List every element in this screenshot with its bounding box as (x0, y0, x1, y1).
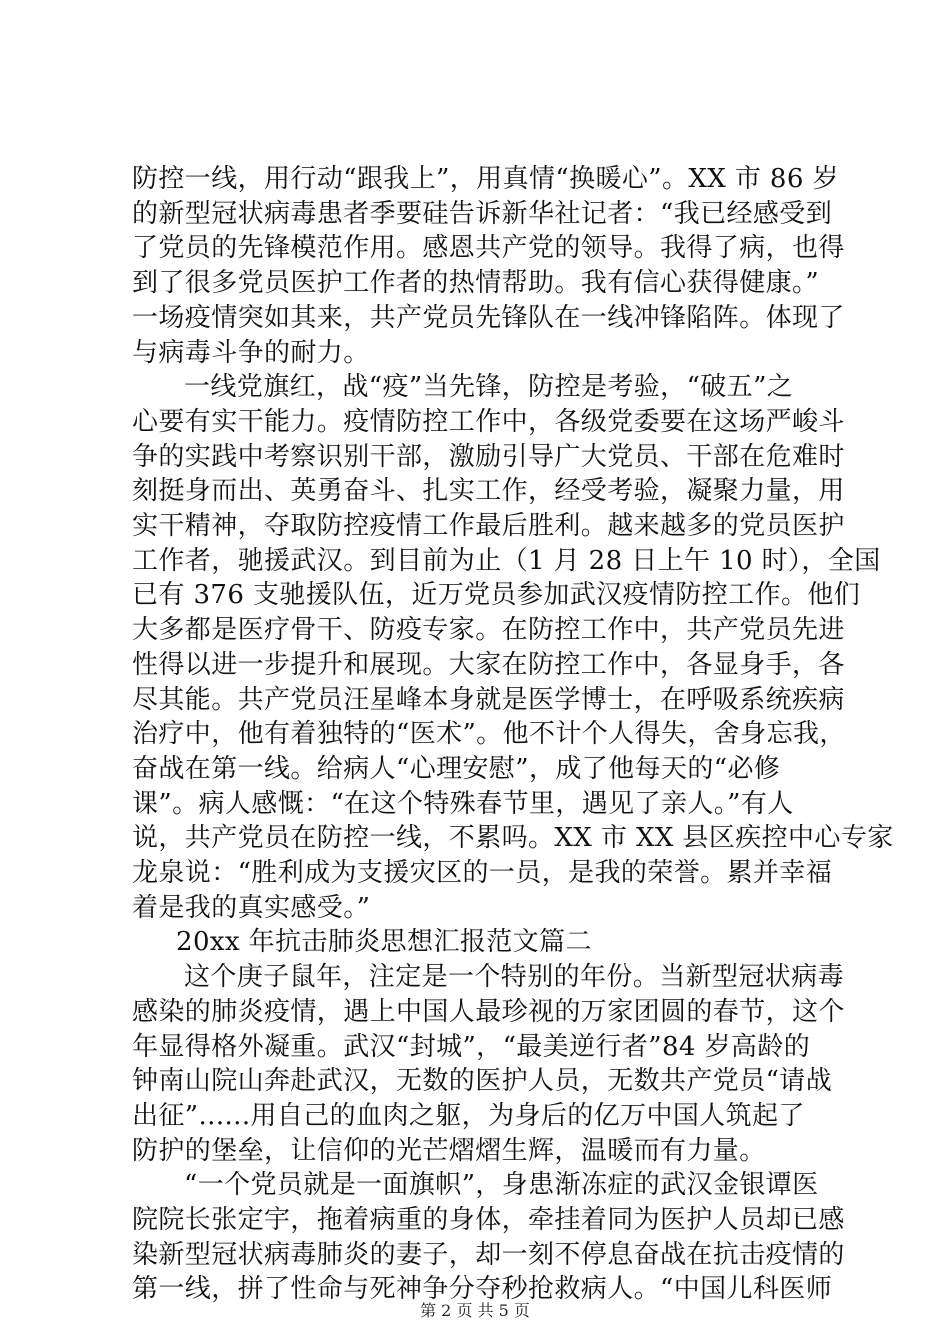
text-line: 防护的堡垒，让信仰的光芒熠熠生辉，温暖而有力量。 (132, 1136, 766, 1166)
paragraph-start-line: “一个党员就是一面旗帜”，身患渐冻症的武汉金银谭医 (184, 1170, 819, 1200)
text-line: 说，共产党员在防控一线，不累吗。XX 市 XX 县区疾控中心专家 (132, 823, 894, 853)
text-line: 着是我的真实感受。” (132, 893, 371, 923)
text-line: 年显得格外凝重。武汉“封城”，“最美逆行者”84 岁高龄的 (132, 1032, 811, 1062)
text-line: 奋战在第一线。给病人“心理安慰”，成了他每天的“必修 (132, 754, 781, 784)
paragraph-start-line: 一线党旗红，战“疫”当先锋，防控是考验，“破五”之 (184, 372, 794, 402)
text-line: 院院长张定宇，拖着病重的身体，牵挂着同为医护人员却已感 (132, 1205, 845, 1235)
text-line: 感染的肺炎疫情，遇上中国人最珍视的万家团圆的春节，这个 (132, 997, 845, 1027)
text-line: 性得以进一步提升和展现。大家在防控工作中，各显身手，各 (132, 650, 845, 680)
text-line: 钟南山院山奔赴武汉，无数的医护人员，无数共产党员“请战 (132, 1066, 833, 1096)
text-line: 心要有实干能力。疫情防控工作中，各级党委要在这场严峻斗 (132, 407, 845, 437)
text-line: 防控一线，用行动“跟我上”，用真情“换暖心”。XX 市 86 岁 (132, 164, 839, 194)
text-line: 课”。病人感慨：“在这个特殊春节里，遇见了亲人。”有人 (132, 789, 794, 819)
text-line: 龙泉说：“胜利成为支援灾区的一员，是我的荣誉。累并幸福 (132, 858, 833, 888)
paragraph-start-line: 这个庚子鼠年，注定是一个特别的年份。当新型冠状病毒 (184, 962, 845, 992)
section-heading: 20xx 年抗击肺炎思想汇报范文篇二 (176, 927, 592, 957)
text-line: 了党员的先锋模范作用。感恩共产党的领导。我得了病，也得 (132, 233, 845, 263)
text-line: 染新型冠状病毒肺炎的妻子，却一刻不停息奋战在抗击疫情的 (132, 1240, 845, 1270)
text-line: 大多都是医疗骨干、防疫专家。在防控工作中，共产党员先进 (132, 615, 845, 645)
text-line: 工作者，驰援武汉。到目前为止（1 月 28 日上午 10 时），全国 (132, 546, 881, 576)
text-line: 出征”......用自己的血肉之躯，为身后的亿万中国人筑起了 (132, 1101, 805, 1131)
text-line: 刻挺身而出、英勇奋斗、扎实工作，经受考验，凝聚力量，用 (132, 476, 845, 506)
text-line: 实干精神，夺取防控疫情工作最后胜利。越来越多的党员医护 (132, 511, 845, 541)
text-line: 的新型冠状病毒患者季要硅告诉新华社记者：“我已经感受到 (132, 199, 833, 229)
text-line: 与病毒斗争的耐力。 (132, 338, 370, 368)
text-line: 到了很多党员医护工作者的热情帮助。我有信心获得健康。” (132, 268, 820, 298)
text-line: 争的实践中考察识别干部，激励引导广大党员、干部在危难时 (132, 442, 845, 472)
text-line: 尽其能。共产党员汪星峰本身就是医学博士，在呼吸系统疾病 (132, 685, 845, 715)
text-line: 已有 376 支驰援队伍，近万党员参加武汉疫情防控工作。他们 (132, 580, 861, 610)
text-line: 治疗中，他有着独特的“医术”。他不计个人得失，舍身忘我， (132, 719, 846, 749)
text-line: 一场疫情突如其来，共产党员先锋队在一线冲锋陷阵。体现了 (132, 303, 845, 333)
page-number-footer: 第 2 页 共 5 页 (420, 1301, 530, 1320)
text-line: 第一线，拼了性命与死神争分夺秒抢救病人。“中国儿科医师 (132, 1274, 833, 1304)
